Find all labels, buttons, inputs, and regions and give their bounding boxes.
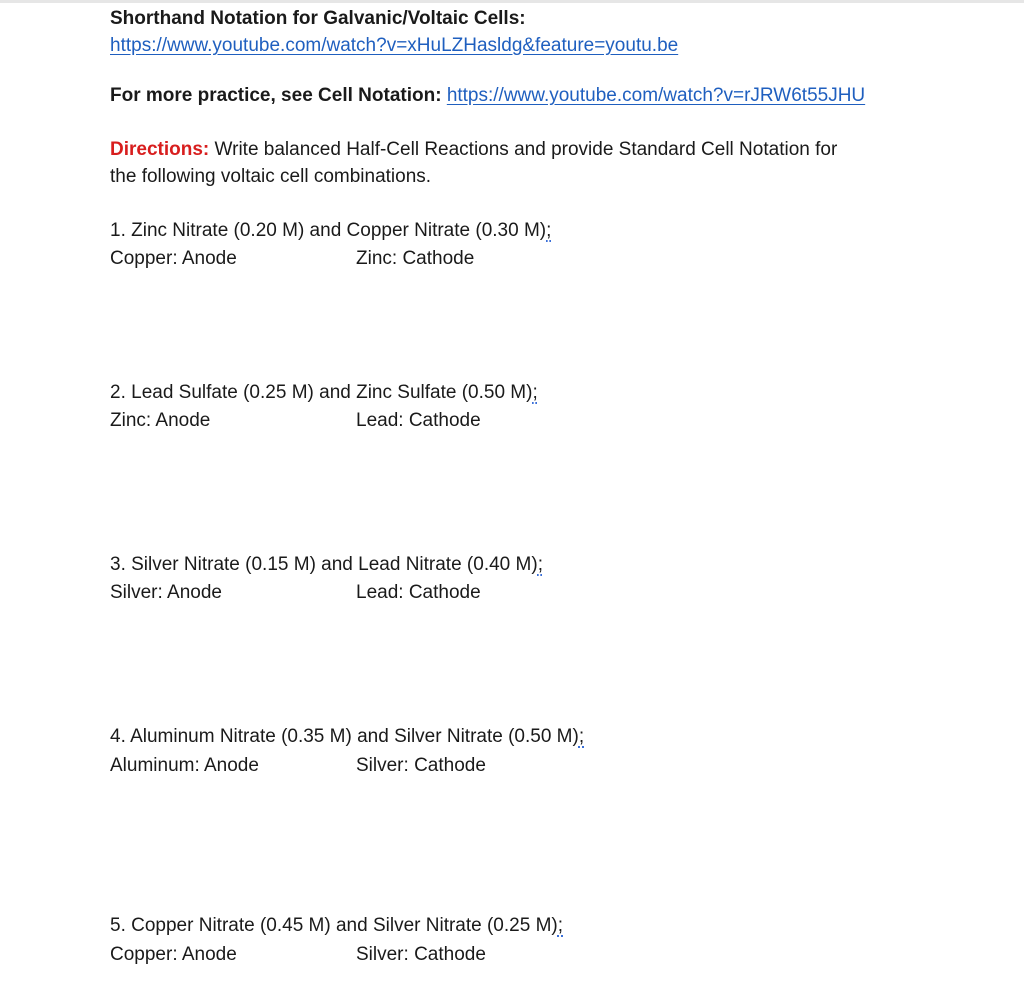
problem-1-cathode: Zinc: Cathode: [356, 248, 475, 269]
directions-text-1: Write balanced Half-Cell Reactions and provide Standard Cell Notation for: [209, 139, 838, 160]
top-divider: [0, 0, 1024, 3]
problem-3-anode: Silver: Anode: [110, 582, 222, 603]
directions-line-1: [110, 138, 837, 162]
spellcheck-mark: ;: [532, 382, 538, 403]
spellcheck-mark: ;: [537, 554, 543, 575]
spellcheck-mark: ;: [546, 220, 552, 241]
spellcheck-mark: ;: [557, 915, 564, 936]
spellcheck-mark: ;: [578, 726, 585, 747]
problem-4-text: 4. Aluminum Nitrate (0.35 M) and Silver Nitrate (0.50 M);: [110, 726, 585, 747]
video-link-2[interactable]: https://www.youtube.com/watch?v=rJRW6t55JHU: [446, 85, 866, 106]
problem-3-text: 3. Silver Nitrate (0.15 M) and Lead Nitrate (0.40 M);: [110, 554, 543, 575]
problem-1-anode: Copper: Anode: [110, 248, 237, 269]
problem-5-anode: Copper: Anode: [110, 944, 237, 965]
problem-5-cathode: Silver: Cathode: [356, 944, 486, 965]
page-title: Shorthand Notation for Galvanic/Voltaic Cells:: [110, 8, 526, 29]
problem-2-text: 2. Lead Sulfate (0.25 M) and Zinc Sulfate (0.50 M);: [110, 382, 538, 403]
problem-3-cathode: Lead: Cathode: [356, 582, 481, 603]
directions-line-2: the following voltaic cell combinations.: [110, 166, 432, 187]
practice-line: [110, 84, 865, 108]
problem-2-anode: Zinc: Anode: [110, 410, 211, 431]
problem-5-text: 5. Copper Nitrate (0.45 M) and Silver Nitrate (0.25 M);: [110, 915, 564, 936]
problem-2-cathode: Lead: Cathode: [356, 410, 481, 431]
practice-label: For more practice, see Cell Notation:: [110, 85, 442, 106]
problem-4-anode: Aluminum: Anode: [110, 755, 259, 776]
problem-4-cathode: Silver: Cathode: [356, 755, 486, 776]
directions-label: Directions:: [110, 139, 210, 160]
problem-1-text: 1. Zinc Nitrate (0.20 M) and Copper Nitrate (0.30 M);: [110, 220, 552, 241]
video-link-1[interactable]: https://www.youtube.com/watch?v=xHuLZHasldg&feature=youtu.be: [110, 35, 679, 56]
